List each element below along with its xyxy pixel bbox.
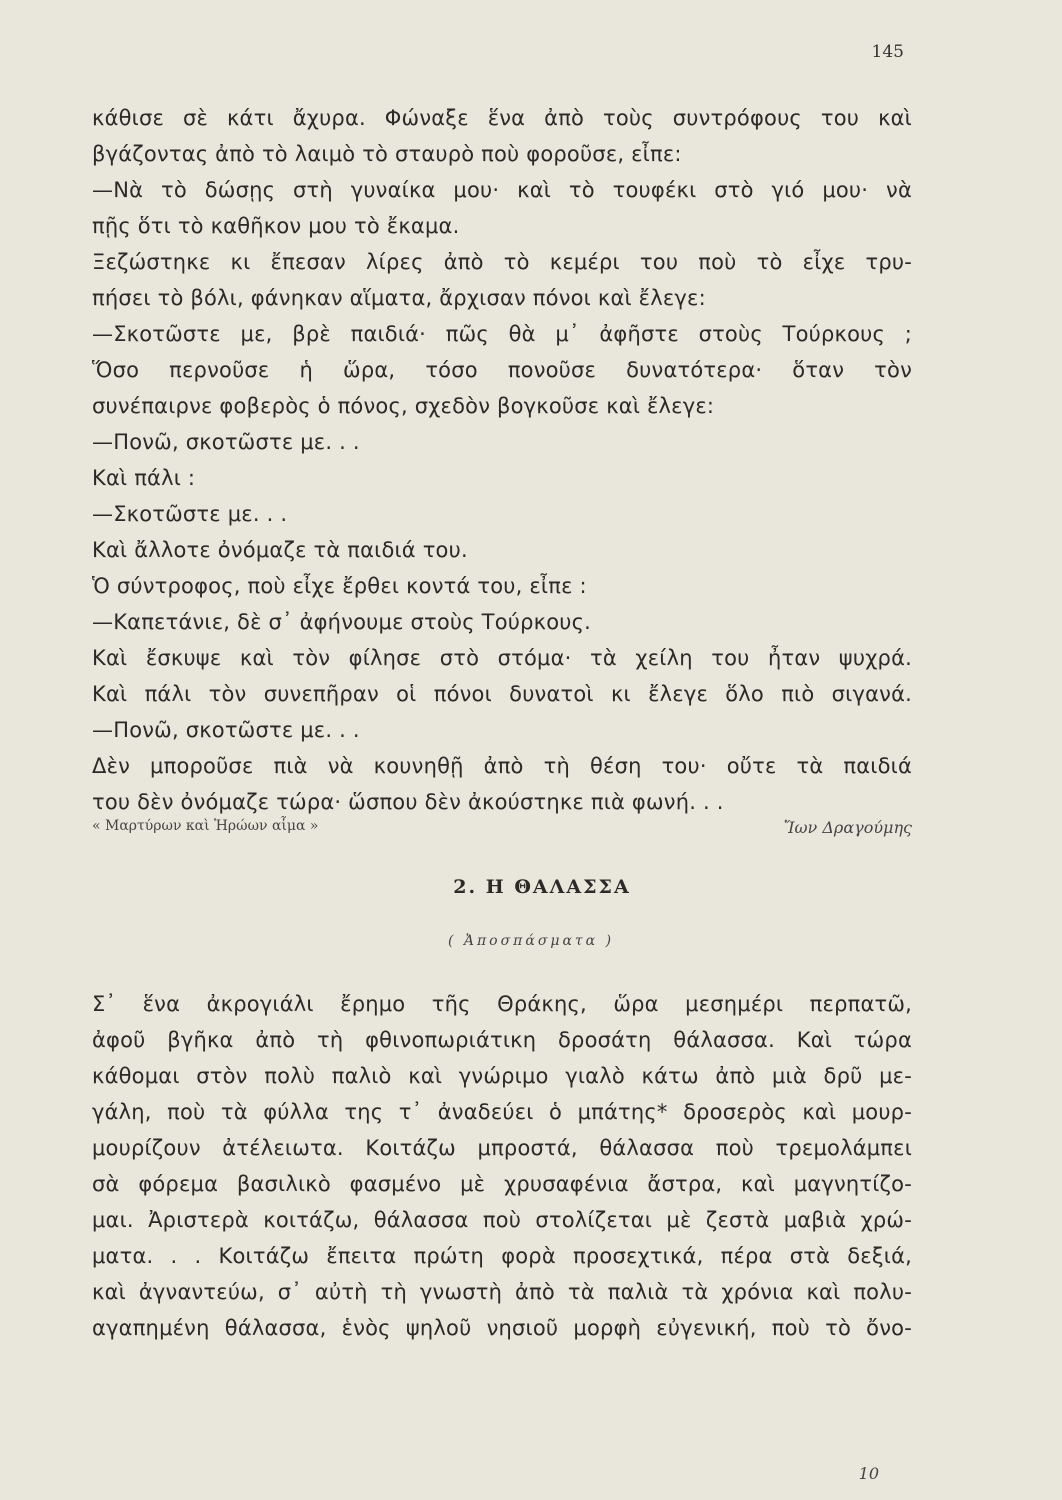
- author-name: Ἴων Δραγούμης: [783, 818, 912, 837]
- text-line: βγάζοντας ἀπὸ τὸ λαιμὸ τὸ σταυρὸ ποὺ φοροῦσε, εἶπε:: [92, 142, 682, 166]
- text-line: αγαπημένη θάλασσα, ἑνὸς ψηλοῦ νησιοῦ μορφὴ εὐγενική, ποὺ τὸ ὄνο-: [92, 1316, 912, 1340]
- text-line: πῇς ὅτι τὸ καθῆκον μου τὸ ἔκαμα.: [92, 214, 460, 238]
- text-line: γάλη, ποὺ τὰ φύλλα της τ᾽ ἀναδεύει ὁ μπάτης* δροσερὸς καὶ μουρ-: [92, 1100, 912, 1124]
- text-line: σὰ φόρεμα βασιλικὸ φασμένο μὲ χρυσαφένια ἄστρα, καὶ μαγνητίζο-: [92, 1172, 912, 1196]
- text-line: Καὶ ἄλλοτε ὀνόμαζε τὰ παιδιά του.: [92, 538, 468, 562]
- text-line: συνέπαιρνε φοβερὸς ὁ πόνος, σχεδὸν βογκοῦσε καὶ ἔλεγε:: [92, 394, 715, 418]
- text-line: κάθομαι στὸν πολὺ παλιὸ καὶ γνώριμο γιαλὸ κάτω ἀπὸ μιὰ δρῦ με-: [92, 1064, 912, 1088]
- text-line: καὶ ἀγναντεύω, σ᾽ αὐτὴ τὴ γνωστὴ ἀπὸ τὰ παλιὰ τὰ χρόνια καὶ πολυ-: [92, 1280, 912, 1304]
- text-line: Ὅσο περνοῦσε ἡ ὥρα, τόσο πονοῦσε δυνατότερα· ὅταν τὸν: [92, 358, 912, 382]
- text-line: Καὶ πάλι :: [92, 466, 196, 490]
- story-text-part1: [92, 100, 912, 820]
- text-line: κάθισε σὲ κάτι ἄχυρα. Φώναξε ἕνα ἀπὸ τοὺς συντρόφους του καὶ: [92, 106, 912, 130]
- text-line: πήσει τὸ βόλι, φάνηκαν αἵματα, ἄρχισαν πόνοι καὶ ἔλεγε:: [92, 286, 706, 310]
- text-line: ματα. . . Κοιτάζω ἔπειτα πρώτη φορὰ προσεχτικά, πέρα στὰ δεξιά,: [92, 1244, 912, 1268]
- text-line: Ξεζώστηκε κι ἔπεσαν λίρες ἀπὸ τὸ κεμέρι του ποὺ τὸ εἶχε τρυ-: [92, 250, 912, 274]
- page-number: 145: [871, 42, 904, 62]
- text-line: Ὁ σύντροφος, ποὺ εἶχε ἔρθει κοντά του, εἶπε :: [92, 574, 587, 598]
- text-line: Σ᾽ ἕνα ἀκρογιάλι ἔρημο τῆς Θράκης, ὥρα μεσημέρι περπατῶ,: [92, 992, 912, 1016]
- text-line: —Σκοτῶστε με. . .: [92, 502, 288, 526]
- text-line: Καὶ πάλι τὸν συνεπῆραν οἱ πόνοι δυνατοὶ κι ἔλεγε ὅλο πιὸ σιγανά.: [92, 682, 912, 706]
- text-line: —Σκοτῶστε με, βρὲ παιδιά· πῶς θὰ μ᾽ ἀφῆστε στοὺς Τούρκους ;: [92, 322, 912, 346]
- text-line: μουρίζουν ἀτέλειωτα. Κοιτάζω μπροστά, θάλασσα ποὺ τρεμολάμπει: [92, 1136, 912, 1160]
- text-line: —Πονῶ, σκοτῶστε με. . .: [92, 718, 360, 742]
- section-title: 2. Η ΘΑΛΑΣΣΑ: [453, 876, 631, 898]
- text-line: —Καπετάνιε, δὲ σ᾽ ἀφήνουμε στοὺς Τούρκους.: [92, 610, 591, 634]
- signature-mark: 10: [858, 1464, 879, 1483]
- text-line: του δὲν ὀνόμαζε τώρα· ὥσπου δὲν ἀκούστηκε πιὰ φωνή. . .: [92, 790, 724, 814]
- citation-row: [92, 818, 912, 837]
- source-title: « Μαρτύρων καὶ Ἡρώων αἷμα »: [92, 818, 319, 834]
- text-line: —Πονῶ, σκοτῶστε με. . .: [92, 430, 360, 454]
- section-subtitle: ( Ἀποσπάσματα ): [447, 933, 615, 949]
- text-line: Δὲν μποροῦσε πιὰ νὰ κουνηθῇ ἀπὸ τὴ θέση του· οὔτε τὰ παιδιά: [92, 754, 912, 778]
- story-text-part2: [92, 986, 912, 1346]
- text-line: ἀφοῦ βγῆκα ἀπὸ τὴ φθινοπωριάτικη δροσάτη θάλασσα. Καὶ τώρα: [92, 1028, 912, 1052]
- text-line: μαι. Ἀριστερὰ κοιτάζω, θάλασσα ποὺ στολίζεται μὲ ζεστὰ μαβιὰ χρώ-: [92, 1208, 912, 1232]
- text-line: Καὶ ἔσκυψε καὶ τὸν φίλησε στὸ στόμα· τὰ χείλη του ἦταν ψυχρά.: [92, 646, 912, 670]
- text-line: —Νὰ τὸ δώσῃς στὴ γυναίκα μου· καὶ τὸ τουφέκι στὸ γιό μου· νὰ: [92, 178, 912, 202]
